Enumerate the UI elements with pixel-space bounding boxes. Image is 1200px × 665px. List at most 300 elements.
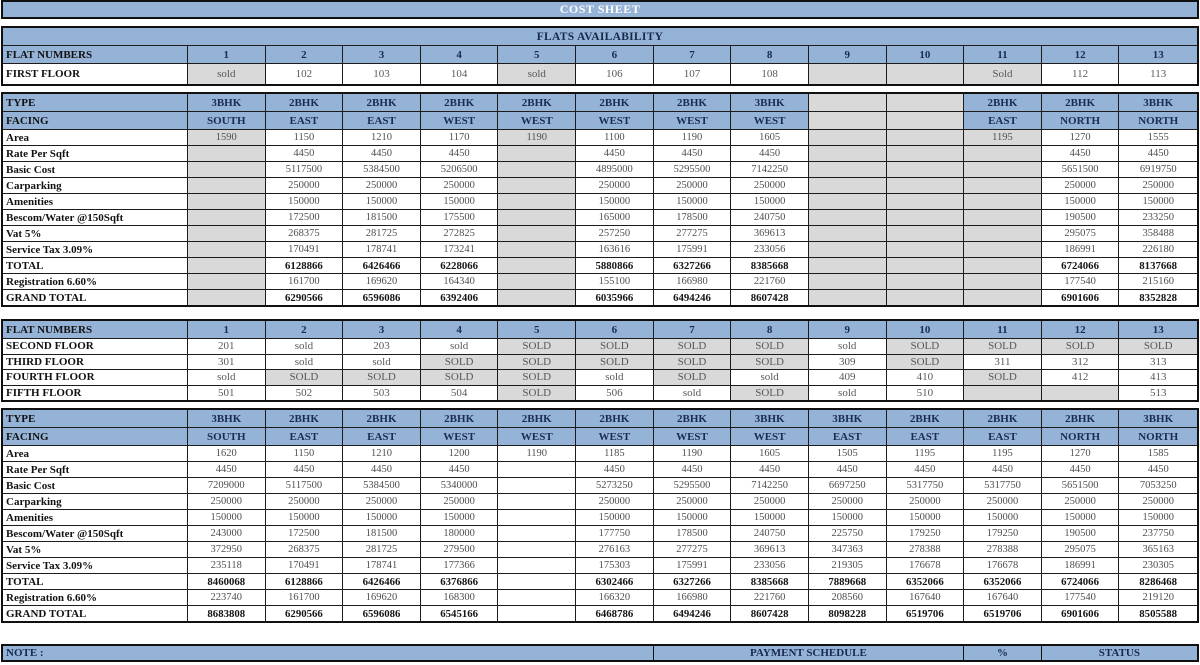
row-label: TOTAL	[3, 574, 188, 589]
table-cell	[887, 242, 965, 257]
row-label: Rate Per Sqft	[3, 146, 188, 161]
table-cell: NORTH	[1042, 112, 1120, 129]
table-cell	[809, 94, 887, 111]
table-cell: 4450	[421, 462, 499, 477]
table-cell	[498, 590, 576, 605]
table-row	[3, 242, 1197, 258]
table-cell: 2BHK	[964, 410, 1042, 427]
table-cell	[964, 226, 1042, 241]
table-cell: 6352066	[964, 574, 1042, 589]
table-cell: 8385668	[731, 574, 809, 589]
table-cell: sold	[343, 355, 421, 370]
table-cell: SOLD	[654, 370, 732, 385]
table-cell: 1190	[654, 446, 732, 461]
row-label: Vat 5%	[3, 226, 188, 241]
row-label: FACING	[3, 112, 188, 129]
table-cell: 161700	[266, 274, 344, 289]
table-cell: 6426466	[343, 258, 421, 273]
table-cell: 6596086	[343, 606, 421, 621]
table-cell: 4	[421, 321, 499, 338]
table-cell: 150000	[576, 194, 654, 209]
table-cell: 150000	[654, 510, 732, 525]
table-cell: 178500	[654, 210, 732, 225]
upper-floors-availability-table	[1, 319, 1199, 402]
table-cell	[809, 64, 887, 84]
table-cell	[498, 462, 576, 477]
table-cell: 4450	[964, 462, 1042, 477]
table-cell: 5384500	[343, 478, 421, 493]
table-cell: 150000	[1042, 510, 1120, 525]
table-cell: 8352828	[1139, 291, 1178, 304]
table-cell: 250000	[731, 178, 809, 193]
table-cell: 175303	[576, 558, 654, 573]
table-cell: 4450	[1147, 464, 1169, 475]
table-cell: 6724066	[1042, 574, 1120, 589]
table-cell: 5651500	[1042, 478, 1120, 493]
table-cell: 6290566	[266, 606, 344, 621]
table-row	[3, 162, 1197, 178]
table-cell: 169620	[343, 590, 421, 605]
table-cell: 164340	[421, 274, 499, 289]
table-cell: WEST	[498, 428, 576, 445]
table-row	[3, 478, 1197, 494]
table-cell	[887, 178, 965, 193]
table-row	[3, 112, 1197, 130]
table-cell: sold	[498, 64, 576, 84]
table-cell: 1190	[498, 446, 576, 461]
table-cell	[809, 242, 887, 257]
row-label: Amenities	[3, 510, 188, 525]
table-cell: 11	[964, 321, 1042, 338]
row-label: Service Tax 3.09%	[3, 558, 188, 573]
table-cell: 6327266	[654, 258, 732, 273]
table-cell	[188, 290, 266, 305]
table-cell: 2BHK	[343, 94, 421, 111]
table-cell: 177540	[1042, 274, 1120, 289]
table-cell: WEST	[421, 428, 499, 445]
table-cell	[964, 162, 1042, 177]
table-cell: EAST	[964, 112, 1042, 129]
table-cell: 6392406	[421, 290, 499, 305]
table-cell: WEST	[731, 428, 809, 445]
row-label: FIRST FLOOR	[3, 64, 188, 84]
table-cell: 1	[188, 46, 266, 63]
table-cell: 175991	[654, 242, 732, 257]
table-cell	[809, 274, 887, 289]
table-cell: 8683808	[188, 606, 266, 621]
table-cell: 250000	[654, 494, 732, 509]
table-cell: 2BHK	[421, 410, 499, 427]
table-cell	[809, 162, 887, 177]
table-cell	[887, 94, 965, 111]
first-floor-cost-table	[1, 92, 1199, 307]
table-cell: 1100	[576, 130, 654, 145]
table-row	[3, 64, 1197, 84]
table-cell: 150000	[1142, 196, 1174, 207]
table-cell	[498, 526, 576, 541]
table-cell	[964, 146, 1042, 161]
table-cell: 410	[887, 370, 965, 385]
table-cell: 281725	[343, 542, 421, 557]
table-cell: 150000	[576, 510, 654, 525]
row-label: Registration 6.60%	[3, 274, 188, 289]
table-cell: 295075	[1042, 226, 1120, 241]
table-cell: SOLD	[654, 339, 732, 354]
table-cell	[887, 146, 965, 161]
table-cell: WEST	[498, 112, 576, 129]
table-cell: 104	[421, 64, 499, 84]
table-cell: SOLD	[964, 370, 1042, 385]
table-cell: 6128866	[266, 258, 344, 273]
table-cell: 2BHK	[576, 410, 654, 427]
table-cell	[498, 242, 576, 257]
table-cell	[498, 574, 576, 589]
table-cell: 4450	[188, 462, 266, 477]
table-cell: 1	[188, 321, 266, 338]
table-cell	[964, 194, 1042, 209]
table-cell: 250000	[964, 494, 1042, 509]
table-cell: 150000	[1142, 512, 1174, 523]
table-cell: 1210	[343, 130, 421, 145]
table-cell: 7053250	[1139, 480, 1177, 491]
table-cell	[498, 606, 576, 621]
table-cell: 250000	[576, 178, 654, 193]
table-cell: 150000	[887, 510, 965, 525]
table-cell: 250000	[343, 178, 421, 193]
table-cell: 7889668	[809, 574, 887, 589]
table-cell: SOLD	[576, 339, 654, 354]
table-cell	[809, 226, 887, 241]
table-cell	[498, 558, 576, 573]
table-cell: 150000	[343, 194, 421, 209]
status-label: STATUS	[1042, 646, 1197, 660]
table-cell: 7142250	[731, 162, 809, 177]
note-label: NOTE :	[3, 646, 654, 660]
table-cell: 250000	[1042, 494, 1120, 509]
table-cell: 412	[1042, 370, 1120, 385]
row-label: FACING	[3, 428, 188, 445]
table-row	[3, 321, 1197, 339]
table-cell: 186991	[1042, 242, 1120, 257]
table-cell: 240750	[731, 526, 809, 541]
table-cell	[964, 242, 1042, 257]
table-cell: 6426466	[343, 574, 421, 589]
row-label: Service Tax 3.09%	[3, 242, 188, 257]
table-cell: 10	[887, 46, 965, 63]
table-cell: 4450	[343, 146, 421, 161]
table-cell: 4450	[809, 462, 887, 477]
table-cell: 166980	[654, 274, 732, 289]
table-cell: 1200	[421, 446, 499, 461]
table-cell: NORTH	[1042, 428, 1120, 445]
table-cell: 1210	[343, 446, 421, 461]
table-row	[3, 46, 1197, 64]
row-label: GRAND TOTAL	[3, 290, 188, 305]
table-cell	[188, 242, 266, 257]
percent-label: %	[964, 646, 1042, 660]
table-cell: 2BHK	[498, 410, 576, 427]
table-cell: 503	[343, 386, 421, 401]
table-cell: 6724066	[1042, 258, 1120, 273]
page-title: COST SHEET	[1, 0, 1199, 19]
table-cell: 166980	[654, 590, 732, 605]
table-cell: 177366	[421, 558, 499, 573]
table-cell: SOLD	[498, 355, 576, 370]
table-cell: 3BHK	[1119, 94, 1197, 111]
table-cell: 113	[1150, 68, 1167, 80]
table-cell: 2	[266, 321, 344, 338]
table-cell: 5273250	[576, 478, 654, 493]
table-cell	[188, 274, 266, 289]
table-cell: 10	[887, 321, 965, 338]
table-cell: 112	[1042, 64, 1120, 84]
table-row	[3, 462, 1197, 478]
table-cell: 313	[1149, 355, 1167, 368]
table-cell	[498, 258, 576, 273]
table-cell: 179250	[887, 526, 965, 541]
table-cell: 6	[576, 46, 654, 63]
table-cell: 513	[1149, 386, 1167, 399]
table-cell: 190500	[1042, 526, 1120, 541]
table-cell: 268375	[266, 542, 344, 557]
table-cell: 504	[421, 386, 499, 401]
table-cell: 168300	[421, 590, 499, 605]
table-cell: SOLD	[887, 339, 965, 354]
table-cell: 358488	[1142, 228, 1174, 239]
table-cell: 12	[1042, 46, 1120, 63]
table-cell: 4450	[1147, 148, 1169, 159]
table-cell: sold	[809, 386, 887, 401]
table-row	[3, 274, 1197, 290]
table-cell: 250000	[421, 178, 499, 193]
table-cell: EAST	[343, 112, 421, 129]
table-cell: 13	[1119, 321, 1197, 338]
table-cell: 2BHK	[266, 410, 344, 427]
table-cell: 6228066	[421, 258, 499, 273]
table-cell: 1605	[731, 130, 809, 145]
table-cell: SOLD	[654, 355, 732, 370]
table-cell: 106	[576, 64, 654, 84]
table-cell: WEST	[654, 112, 732, 129]
table-cell: 1270	[1042, 446, 1120, 461]
row-label: Carparking	[3, 178, 188, 193]
table-cell: 1605	[731, 446, 809, 461]
table-cell: 102	[266, 64, 344, 84]
table-cell: 178500	[654, 526, 732, 541]
table-cell: 250000	[809, 494, 887, 509]
table-cell: 278388	[887, 542, 965, 557]
table-cell: 2BHK	[654, 410, 732, 427]
spacer	[1, 307, 1199, 319]
table-row	[3, 606, 1197, 621]
table-cell: 108	[731, 64, 809, 84]
table-cell: 235118	[188, 558, 266, 573]
table-cell	[1042, 386, 1120, 401]
table-cell: 4450	[266, 462, 344, 477]
row-label: Carparking	[3, 494, 188, 509]
table-cell: 8098228	[809, 606, 887, 621]
table-cell: 8607428	[731, 290, 809, 305]
table-cell: 2BHK	[576, 94, 654, 111]
table-cell: 8137668	[1139, 259, 1178, 272]
table-cell: 4450	[421, 146, 499, 161]
table-cell: 3BHK	[1119, 410, 1197, 427]
table-cell: 103	[343, 64, 421, 84]
table-cell: 8	[731, 321, 809, 338]
table-row	[3, 178, 1197, 194]
table-cell: 250000	[731, 494, 809, 509]
table-cell: 233250	[1142, 212, 1174, 223]
table-cell: 4895000	[576, 162, 654, 177]
table-cell: 1190	[498, 130, 576, 145]
table-cell: 176678	[887, 558, 965, 573]
table-cell: 295075	[1042, 542, 1120, 557]
row-label: FOURTH FLOOR	[3, 370, 188, 385]
table-cell: 5295500	[654, 162, 732, 177]
table-cell: 301	[188, 355, 266, 370]
table-cell: 150000	[343, 510, 421, 525]
table-cell: 150000	[421, 510, 499, 525]
table-row	[3, 290, 1197, 305]
table-cell: 8460068	[188, 574, 266, 589]
table-cell: 9	[809, 46, 887, 63]
table-cell: EAST	[809, 428, 887, 445]
table-cell: 7209000	[188, 478, 266, 493]
table-cell: sold	[188, 64, 266, 84]
table-cell: 1170	[421, 130, 499, 145]
table-cell	[964, 178, 1042, 193]
table-cell: 219305	[809, 558, 887, 573]
row-label: TOTAL	[3, 258, 188, 273]
table-cell	[809, 290, 887, 305]
table-cell: 175500	[421, 210, 499, 225]
table-cell	[964, 274, 1042, 289]
table-cell: 6376866	[421, 574, 499, 589]
first-floor-availability-table	[1, 26, 1199, 86]
table-cell: 277275	[654, 542, 732, 557]
table-cell: 2BHK	[887, 410, 965, 427]
row-label: GRAND TOTAL	[3, 606, 188, 621]
spacer	[1, 623, 1199, 644]
table-cell: EAST	[266, 428, 344, 445]
table-cell: sold	[266, 339, 344, 354]
table-cell: 8607428	[731, 606, 809, 621]
table-cell: 2BHK	[1042, 94, 1120, 111]
table-cell: 6035966	[576, 290, 654, 305]
table-cell	[887, 162, 965, 177]
table-row	[3, 428, 1197, 446]
row-label: Vat 5%	[3, 542, 188, 557]
table-cell: 3	[343, 321, 421, 338]
table-cell	[498, 226, 576, 241]
table-cell: 1195	[887, 446, 965, 461]
table-cell: SOLD	[1119, 339, 1197, 354]
table-cell: 4450	[887, 462, 965, 477]
table-cell	[188, 210, 266, 225]
table-cell: 5880866	[576, 258, 654, 273]
table-cell: 186991	[1042, 558, 1120, 573]
table-cell	[887, 194, 965, 209]
table-cell: 107	[654, 64, 732, 84]
table-cell: 413	[1149, 371, 1167, 384]
table-cell: 6519706	[964, 606, 1042, 621]
table-row	[3, 370, 1197, 386]
table-cell: 250000	[421, 494, 499, 509]
table-cell: SOLD	[731, 355, 809, 370]
table-cell: 409	[809, 370, 887, 385]
table-cell: SOLD	[343, 370, 421, 385]
table-cell: 365163	[1142, 544, 1174, 555]
table-row	[3, 526, 1197, 542]
table-cell	[188, 194, 266, 209]
table-cell: 1185	[576, 446, 654, 461]
table-cell: 150000	[654, 194, 732, 209]
spacer	[1, 19, 1199, 26]
table-cell: 276163	[576, 542, 654, 557]
table-cell: 6327266	[654, 574, 732, 589]
table-cell	[188, 162, 266, 177]
table-cell	[188, 146, 266, 161]
table-cell: 309	[809, 355, 887, 370]
table-cell	[498, 274, 576, 289]
table-cell: 4	[421, 46, 499, 63]
table-cell: 201	[188, 339, 266, 354]
table-cell: 3BHK	[188, 410, 266, 427]
table-cell: 250000	[266, 178, 344, 193]
table-cell: 5340000	[421, 478, 499, 493]
table-cell: 226180	[1142, 244, 1174, 255]
table-cell: 7	[654, 46, 732, 63]
table-cell: 150000	[188, 510, 266, 525]
table-cell: sold	[654, 386, 732, 401]
table-cell	[498, 178, 576, 193]
table-row	[3, 355, 1197, 371]
table-cell: 221760	[731, 590, 809, 605]
row-label: FIFTH FLOOR	[3, 386, 188, 401]
table-cell: 250000	[343, 494, 421, 509]
table-cell: WEST	[421, 112, 499, 129]
table-cell: EAST	[266, 112, 344, 129]
table-cell: SOLD	[421, 370, 499, 385]
table-cell	[498, 194, 576, 209]
table-row	[3, 494, 1197, 510]
payment-schedule-label: PAYMENT SCHEDULE	[654, 646, 964, 660]
table-cell: 3BHK	[188, 94, 266, 111]
table-cell: 215160	[1142, 276, 1174, 287]
table-cell: 170491	[266, 242, 344, 257]
table-cell: SOLD	[731, 386, 809, 401]
availability-section-title: FLATS AVAILABILITY	[3, 28, 1197, 46]
table-cell: 6545166	[421, 606, 499, 621]
table-row	[3, 542, 1197, 558]
table-cell: 233056	[731, 242, 809, 257]
table-cell: 208560	[809, 590, 887, 605]
table-cell: SOUTH	[188, 112, 266, 129]
table-cell: 165000	[576, 210, 654, 225]
table-cell: 501	[188, 386, 266, 401]
table-cell: 250000	[887, 494, 965, 509]
table-cell: 221760	[731, 274, 809, 289]
table-cell: 181500	[343, 210, 421, 225]
table-row	[3, 339, 1197, 355]
table-cell: 5	[498, 321, 576, 338]
table-cell: 2BHK	[498, 94, 576, 111]
footer-bar	[1, 644, 1199, 662]
table-cell: EAST	[964, 428, 1042, 445]
table-cell	[964, 290, 1042, 305]
table-cell: 181500	[343, 526, 421, 541]
row-label: Basic Cost	[3, 162, 188, 177]
